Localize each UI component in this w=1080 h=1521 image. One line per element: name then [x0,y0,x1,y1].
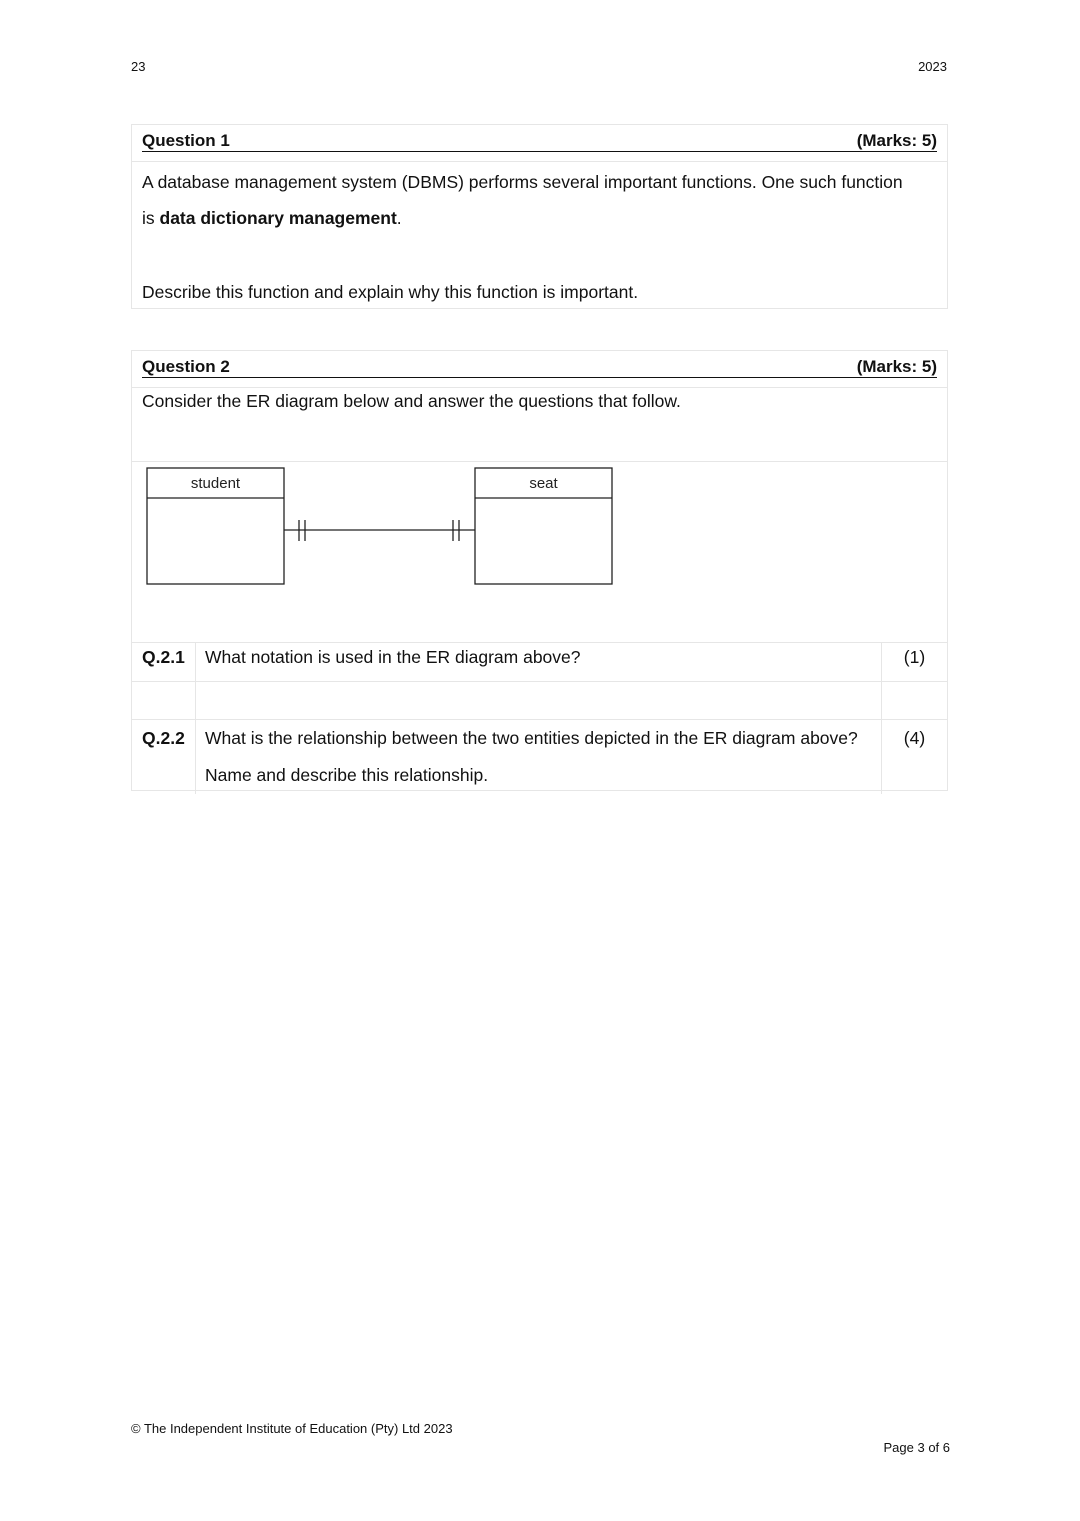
question-1-bold-term: data dictionary management [159,208,397,228]
question-2-intro-row [132,388,947,462]
subquestion-2-marks: (4) [903,728,926,748]
question-1-box [131,124,948,309]
header-left-code: 23 [131,59,146,74]
subquestion-2-text: What is the relationship between the two entities depicted in the ER diagram above? Name and describe this relationship. [196,720,882,794]
question-1-header [132,125,947,162]
footer-copyright: © The Independent Institute of Education (Pty) Ltd 2023 [131,1421,453,1436]
question-1-text-suffix: . [396,208,402,228]
subquestion-1-text: What notation is used in the ER diagram above? [196,643,882,681]
entity-seat-label: seat [529,475,558,492]
footer-page-number: Page 3 of 6 [883,1440,950,1455]
question-2-header [132,351,947,388]
question-1-text-prefix: is [142,208,160,228]
question-1-instruction: Describe this function and explain why this function is important. [142,282,639,302]
question-1-body [132,162,947,310]
question-2-intro: Consider the ER diagram below and answer the questions that follow. [142,391,681,411]
question-2-box [131,350,948,791]
er-diagram [132,462,947,642]
subquestion-spacer-row [132,682,947,720]
subquestion-row-1 [132,643,947,682]
header-year: 2023 [918,59,947,74]
er-diagram-row [132,462,947,643]
question-1-text-line2 [142,200,937,236]
subquestion-row-2 [132,720,947,794]
subquestion-2-number: Q.2.2 [132,720,196,794]
subquestion-1-number: Q.2.1 [132,643,196,681]
question-1-text-line1: A database management system (DBMS) performs several important functions. One such function [142,172,903,192]
entity-student-label: student [190,475,241,492]
question-2-marks: (Marks: 5) [856,357,937,376]
subquestion-1-marks: (1) [903,647,926,667]
question-1-title: Question 1 [142,131,230,150]
question-2-title: Question 2 [142,357,230,376]
question-1-marks: (Marks: 5) [856,131,937,150]
